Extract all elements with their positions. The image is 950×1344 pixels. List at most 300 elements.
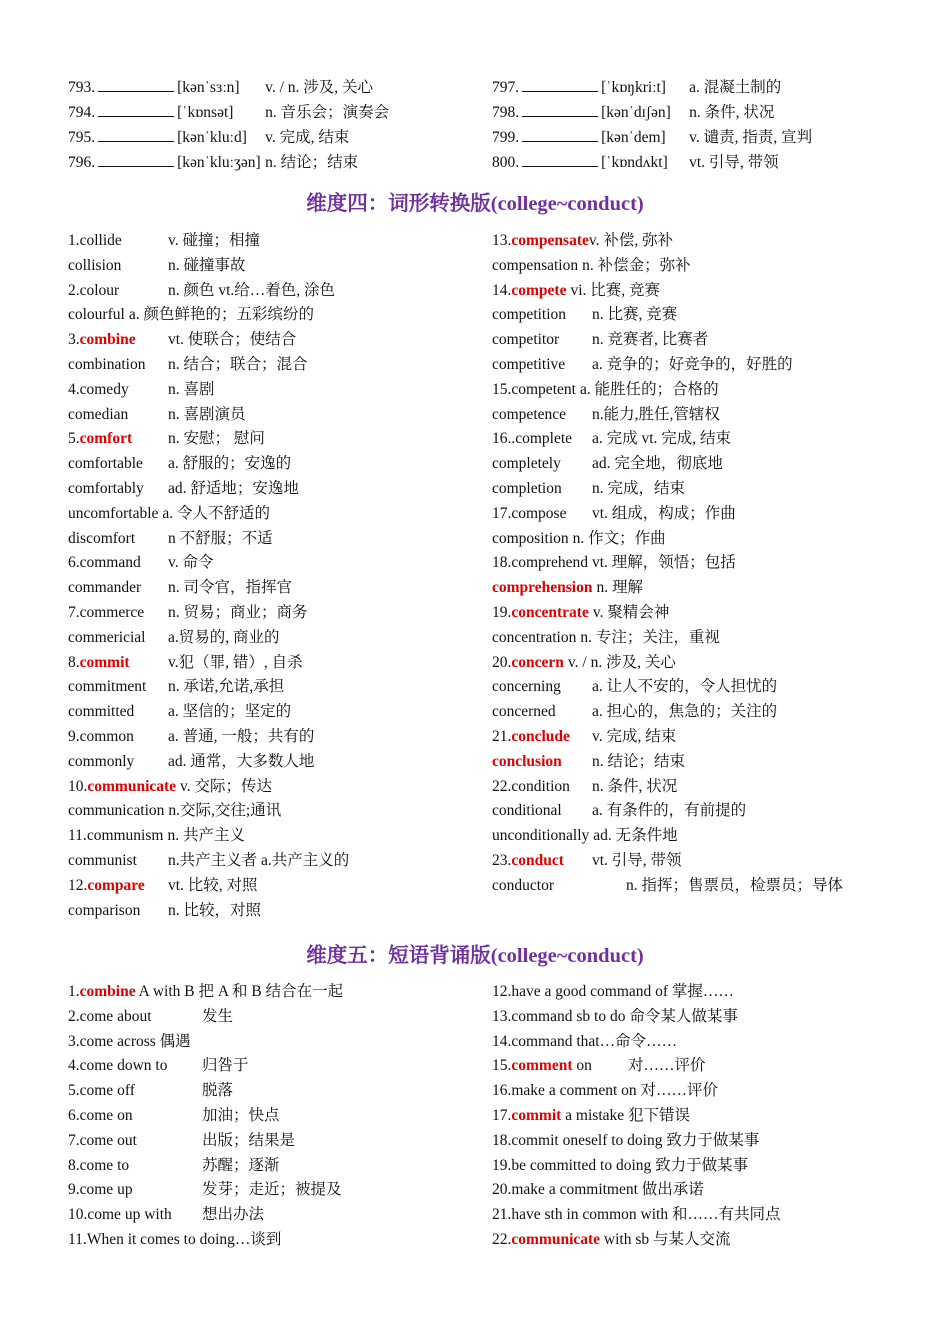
item-number: 1. <box>68 232 80 249</box>
phonetic: [ˈkɒŋkriːt] <box>601 79 666 96</box>
word: collision <box>68 256 122 274</box>
definition: n.共产主义者 a.共产主义的 <box>168 851 350 869</box>
definition: ad. 通常，大多数人地 <box>168 752 315 770</box>
definition: v. 聚精会神 <box>592 603 670 621</box>
word-form-item <box>68 700 492 725</box>
key-word: conclusion <box>492 752 562 770</box>
word: commerce <box>79 603 145 621</box>
item-number: 23. <box>492 851 512 869</box>
definition: n. 共产主义 <box>167 827 245 845</box>
definition: n. 结合；联合；混合 <box>168 355 308 373</box>
phrase <box>492 1203 780 1228</box>
word-form-item <box>492 378 908 403</box>
item-number: 6. <box>68 554 80 572</box>
phrase-item <box>492 1005 908 1030</box>
word-entry <box>68 675 168 700</box>
vocab-item <box>68 100 492 125</box>
item-number: 12. <box>68 876 88 894</box>
word-form-item <box>492 403 908 428</box>
word: conductor <box>492 876 554 894</box>
definition: ad. 完全地，彻底地 <box>592 455 723 473</box>
key-word: comment <box>511 1057 573 1075</box>
key-word: compare <box>87 876 145 894</box>
answer-blank[interactable] <box>98 153 174 167</box>
word-form-item <box>492 452 908 477</box>
word-form-item <box>68 279 492 304</box>
definition: vi. 比赛, 竞赛 <box>570 281 661 299</box>
word-form-item <box>492 824 908 849</box>
meaning: n. 结论；结束 <box>265 154 359 171</box>
word-entry <box>68 502 158 527</box>
section-5-title: 维度五：短语背诵版(college~conduct) <box>306 945 644 967</box>
word-entry <box>492 626 576 651</box>
phrase-meaning: 苏醒；逐渐 <box>202 1156 280 1174</box>
word-form-item <box>68 725 492 750</box>
item-number: 5. <box>68 1082 80 1100</box>
word-entry <box>492 775 592 800</box>
definition: a. 颜色鲜艳的；五彩缤纷的 <box>128 306 314 324</box>
word-entry <box>68 527 168 552</box>
phonetic: [kənˈdɪʃən] <box>601 104 671 121</box>
word-entry <box>492 427 592 452</box>
key-word: comprehension <box>492 579 593 597</box>
item-number: 18. <box>492 1131 512 1149</box>
phrase-text: come out <box>79 1131 137 1149</box>
key-word: conclude <box>511 727 570 745</box>
word-form-item <box>68 775 492 800</box>
definition: vt. 理解，领悟；包括 <box>591 554 736 572</box>
word: comfortable <box>68 455 143 473</box>
phrase-meaning: 脱落 <box>202 1082 234 1100</box>
meaning: a. 混凝土制的 <box>689 79 782 96</box>
phonetic: [kənˈsɜːn] <box>177 79 240 96</box>
key-word: combine <box>79 331 136 349</box>
meaning: n. 条件, 状况 <box>689 104 775 121</box>
word-entry <box>68 551 168 576</box>
word: compensation <box>492 256 579 274</box>
word: collide <box>79 232 122 249</box>
item-number: 7. <box>68 1131 80 1149</box>
phrase-section <box>68 980 908 1253</box>
meaning: v. 完成, 结束 <box>265 129 350 146</box>
definition: n. 碰撞事故 <box>168 256 246 274</box>
definition: a. 竞争的；好竞争的，好胜的 <box>592 355 793 373</box>
definition: v. 命令 <box>168 554 214 572</box>
phrase-item <box>68 1104 492 1129</box>
word-form-item <box>68 452 492 477</box>
word: composition <box>492 529 569 547</box>
word: competent <box>511 380 576 398</box>
word-form-left-column <box>68 229 492 923</box>
word-entry <box>68 353 168 378</box>
item-number: 15. <box>492 380 512 398</box>
phrase-right-column <box>492 980 908 1253</box>
item-number: 9. <box>68 727 80 745</box>
word: communication <box>68 802 165 820</box>
word-form-item <box>68 799 492 824</box>
phrase-text: on <box>572 1057 592 1075</box>
word: common <box>79 727 134 745</box>
word-form-item <box>492 427 908 452</box>
phrase-meaning: 出版；结果是 <box>202 1131 296 1149</box>
word-form-item <box>68 254 492 279</box>
answer-blank[interactable] <box>522 78 598 92</box>
key-word: communicate <box>87 777 177 795</box>
word-entry <box>68 799 164 824</box>
definition: n. 喜剧 <box>168 380 215 398</box>
word-form-item <box>492 279 908 304</box>
key-word: conduct <box>511 851 564 869</box>
word-entry <box>68 626 168 651</box>
word: comedian <box>68 405 129 423</box>
item-number: 5. <box>68 430 80 448</box>
phrase-item <box>68 1005 492 1030</box>
word-entry <box>68 477 168 502</box>
word-entry <box>68 601 168 626</box>
definition: n.交际,交往;通讯 <box>168 802 282 820</box>
definition: v.犯（罪, 错）, 自杀 <box>168 653 303 671</box>
word-entry <box>68 849 168 874</box>
phrase-item <box>492 1178 908 1203</box>
phrase-item <box>68 1178 492 1203</box>
phrase <box>492 1104 690 1129</box>
word: competitive <box>492 355 566 373</box>
word-entry <box>68 378 168 403</box>
definition: n. 比较，对照 <box>168 901 262 919</box>
word-form-item <box>492 651 908 676</box>
definition: n. 喜剧演员 <box>168 405 246 423</box>
definition: vt. 引导, 带领 <box>592 851 682 869</box>
word: commonly <box>68 752 135 770</box>
word-entry <box>492 700 592 725</box>
word-entry <box>492 874 626 899</box>
phrase <box>492 1030 677 1055</box>
item-number: 11. <box>68 1230 87 1248</box>
item-number: 16.. <box>492 430 516 448</box>
phrase-item <box>68 1203 492 1228</box>
key-word: comfort <box>79 430 133 448</box>
phrase <box>68 1203 202 1228</box>
phrase <box>68 1005 202 1030</box>
word-form-item <box>492 700 908 725</box>
phonetic: [kənˈkluːd] <box>177 129 247 146</box>
vocab-right-column <box>492 75 908 175</box>
item-number: 8. <box>68 1156 80 1174</box>
phonetic: [kənˈkluːʒən] <box>177 154 261 171</box>
definition: n.能力,胜任,管辖权 <box>592 405 720 423</box>
word-entry <box>492 824 589 849</box>
word-entry <box>68 279 168 304</box>
word: comprehend <box>511 554 588 572</box>
section-4-title: 维度四：词形转换版(college~conduct) <box>306 193 644 215</box>
definition: n. 竞赛者, 比赛者 <box>592 331 709 349</box>
definition: v. 补偿, 弥补 <box>588 232 674 249</box>
word-entry <box>68 874 168 899</box>
phrase-text: with sb 与某人交流 <box>600 1230 731 1248</box>
word-entry <box>492 675 592 700</box>
word: commericial <box>68 628 146 646</box>
phrase-item <box>68 1154 492 1179</box>
word-form-item <box>492 254 908 279</box>
word-form-item <box>492 353 908 378</box>
word-entry <box>492 279 566 304</box>
phrase <box>68 1228 281 1253</box>
answer-blank[interactable] <box>522 153 598 167</box>
phrase-text: a mistake 犯下错误 <box>561 1106 691 1124</box>
word-form-item <box>492 229 908 254</box>
item-number: 7. <box>68 603 80 621</box>
word-form-item <box>68 626 492 651</box>
word-entry <box>492 725 592 750</box>
word: discomfort <box>68 529 136 547</box>
word-entry <box>68 576 168 601</box>
phrase-text: come up <box>79 1181 133 1199</box>
phrase-item <box>68 1079 492 1104</box>
definition: n. 指挥；售票员，检票员；导体 <box>626 876 844 894</box>
phrase <box>492 1178 704 1203</box>
word: conditional <box>492 802 562 820</box>
key-word: concentrate <box>511 603 589 621</box>
word: compose <box>511 504 567 522</box>
phrase-meaning: 加油；快点 <box>202 1106 280 1124</box>
phrase-item <box>492 1203 908 1228</box>
item-number: 3. <box>68 1032 80 1050</box>
word-entry <box>68 700 168 725</box>
phrase-item <box>492 1079 908 1104</box>
word-form-item <box>492 675 908 700</box>
word-entry <box>68 824 163 849</box>
item-number: 1. <box>68 983 80 1000</box>
word-form-item <box>492 874 908 899</box>
item-number: 800. <box>492 154 520 171</box>
meaning: n. 音乐会；演奏会 <box>265 104 390 121</box>
word: committed <box>68 703 135 721</box>
word-form-item <box>492 502 908 527</box>
answer-blank[interactable] <box>98 103 174 117</box>
word-entry <box>492 303 592 328</box>
phrase <box>68 1154 202 1179</box>
word-entry <box>68 328 168 353</box>
phrase-item <box>492 980 908 1005</box>
definition: a. 能胜任的；合格的 <box>579 380 719 398</box>
answer-blank[interactable] <box>522 128 598 142</box>
word-form-item <box>492 601 908 626</box>
phrase-meaning: 发生 <box>202 1007 234 1025</box>
item-number: 14. <box>492 1032 512 1050</box>
definition: n. 贸易；商业；商务 <box>168 603 308 621</box>
phrase-item <box>492 1104 908 1129</box>
word-form-item <box>68 824 492 849</box>
phrase-text: command that…命令…… <box>511 1032 678 1050</box>
vocab-item <box>492 150 908 175</box>
word-form-item <box>68 403 492 428</box>
word-form-item <box>68 551 492 576</box>
answer-blank[interactable] <box>522 103 598 117</box>
meaning: v. / n. 涉及, 关心 <box>265 79 374 96</box>
word: concerning <box>492 678 561 696</box>
vocab-left-column <box>68 75 492 175</box>
phrase-text: come down to <box>79 1057 168 1075</box>
word-entry <box>492 452 592 477</box>
item-number: 6. <box>68 1106 80 1124</box>
phrase <box>492 1228 731 1253</box>
item-number: 11. <box>68 827 87 845</box>
definition: n. 安慰； 慰问 <box>168 430 265 448</box>
word-form-item <box>68 750 492 775</box>
definition: n. 司令官，指挥官 <box>168 579 293 597</box>
definition: v. 碰撞；相撞 <box>168 232 260 249</box>
phrase-text: come off <box>79 1082 135 1100</box>
word-form-item <box>492 303 908 328</box>
word: completion <box>492 479 562 497</box>
word-entry <box>492 601 589 626</box>
item-number: 17. <box>492 504 512 522</box>
key-word: communicate <box>511 1230 601 1248</box>
word-form-item <box>68 527 492 552</box>
word-form-item <box>68 427 492 452</box>
phrase-text: have a good command of 掌握…… <box>511 983 734 1000</box>
vocab-item <box>492 75 908 100</box>
meaning: v. 谴责, 指责, 宣判 <box>689 129 813 146</box>
word-entry <box>68 403 168 428</box>
word-entry <box>492 254 578 279</box>
word-form-item <box>492 328 908 353</box>
word-form-item <box>68 874 492 899</box>
phrase-left-column <box>68 980 492 1253</box>
item-number: 2. <box>68 281 80 299</box>
phrase <box>68 1079 202 1104</box>
phrase <box>492 1154 748 1179</box>
word-form-item <box>68 477 492 502</box>
word: competence <box>492 405 567 423</box>
word-entry <box>492 353 592 378</box>
item-number: 795. <box>68 129 96 146</box>
key-word: compete <box>511 281 567 299</box>
word: competition <box>492 306 567 324</box>
word-form-item <box>68 303 492 328</box>
word-entry <box>492 403 592 428</box>
phrase <box>68 1030 191 1055</box>
phrase-text: come to <box>79 1156 130 1174</box>
phonetic: [kənˈdem] <box>601 129 666 146</box>
phrase-item <box>492 1129 908 1154</box>
word-entry <box>492 651 564 676</box>
phrase <box>492 1079 718 1104</box>
word: command <box>79 554 141 572</box>
word-form-item <box>492 750 908 775</box>
definition: a. 坚信的；坚定的 <box>168 703 292 721</box>
word: concerned <box>492 703 556 721</box>
word-entry <box>68 427 168 452</box>
definition: a. 舒服的；安逸的 <box>168 455 292 473</box>
phrase-item <box>68 1129 492 1154</box>
item-number: 794. <box>68 104 96 121</box>
word-form-right-column <box>492 229 908 923</box>
phrase <box>492 1054 628 1079</box>
word-form-item <box>492 576 908 601</box>
phrase <box>68 1104 202 1129</box>
vocab-item <box>492 125 908 150</box>
item-number: 18. <box>492 554 512 572</box>
definition: n. 完成，结束 <box>592 479 686 497</box>
answer-blank[interactable] <box>98 78 174 92</box>
item-number: 4. <box>68 1057 80 1075</box>
item-number: 20. <box>492 1181 512 1199</box>
phrase-item <box>68 1054 492 1079</box>
phrase <box>68 1054 202 1079</box>
definition: n. 条件, 状况 <box>592 777 678 795</box>
phrase-item <box>68 980 492 1005</box>
definition: a. 完成 vt. 完成, 结束 <box>592 430 732 448</box>
item-number: 798. <box>492 104 520 121</box>
phrase-text: When it comes to doing…谈到 <box>86 1230 282 1248</box>
item-number: 16. <box>492 1082 512 1100</box>
word-form-item <box>68 576 492 601</box>
word: commander <box>68 579 142 597</box>
phonetic: [ˈkɒndʌkt] <box>601 154 668 171</box>
word-form-item <box>492 477 908 502</box>
phrase-text: have sth in common with 和……有共同点 <box>511 1206 781 1224</box>
key-word: compensate <box>511 232 589 249</box>
word-entry <box>68 899 168 924</box>
definition: vt. 比较, 对照 <box>168 876 258 894</box>
vocab-fill-section <box>68 75 908 175</box>
definition: a. 普通, 一般；共有的 <box>168 727 315 745</box>
item-number: 793. <box>68 79 96 96</box>
definition: ad. 无条件地 <box>593 827 678 845</box>
phrase-item <box>68 1228 492 1253</box>
definition: ad. 舒适地；安逸地 <box>168 479 299 497</box>
word-entry <box>492 229 589 254</box>
phrase-text: come across 偶遇 <box>79 1032 191 1050</box>
phrase-text: come up with <box>87 1206 172 1224</box>
phrase-text: commit oneself to doing 致力于做某事 <box>511 1131 760 1149</box>
phonetic: [ˈkɒnsət] <box>177 104 234 121</box>
word-entry <box>68 750 168 775</box>
word-entry <box>492 799 592 824</box>
phrase-item <box>492 1030 908 1055</box>
phrase-meaning: 对……评价 <box>628 1057 706 1075</box>
phrase-item <box>492 1154 908 1179</box>
item-number: 12. <box>492 983 512 1000</box>
phrase-item <box>492 1054 908 1079</box>
word-form-item <box>68 328 492 353</box>
word-entry <box>492 576 592 601</box>
vocab-item <box>68 150 492 175</box>
word-entry <box>68 725 168 750</box>
definition: a. 担心的，焦急的；关注的 <box>592 703 778 721</box>
word-form-item <box>68 601 492 626</box>
item-number: 9. <box>68 1181 80 1199</box>
definition: n. 作文；作曲 <box>572 529 666 547</box>
answer-blank[interactable] <box>98 128 174 142</box>
word: communist <box>68 851 137 869</box>
phrase-item <box>492 1228 908 1253</box>
definition: a. 让人不安的，令人担忧的 <box>592 678 778 696</box>
word: communism <box>86 827 164 845</box>
word: unconditionally <box>492 827 590 845</box>
phrase-text: command sb to do 命令某人做某事 <box>511 1007 738 1025</box>
vocab-item <box>492 100 908 125</box>
word-form-section <box>68 229 908 923</box>
word: concentration <box>492 628 577 646</box>
phrase-item <box>68 1030 492 1055</box>
item-number: 797. <box>492 79 520 96</box>
phrase-meaning: 归咎于 <box>202 1057 249 1075</box>
word-form-item <box>68 651 492 676</box>
definition: n. 比赛, 竞赛 <box>592 306 678 324</box>
word: competitor <box>492 331 560 349</box>
